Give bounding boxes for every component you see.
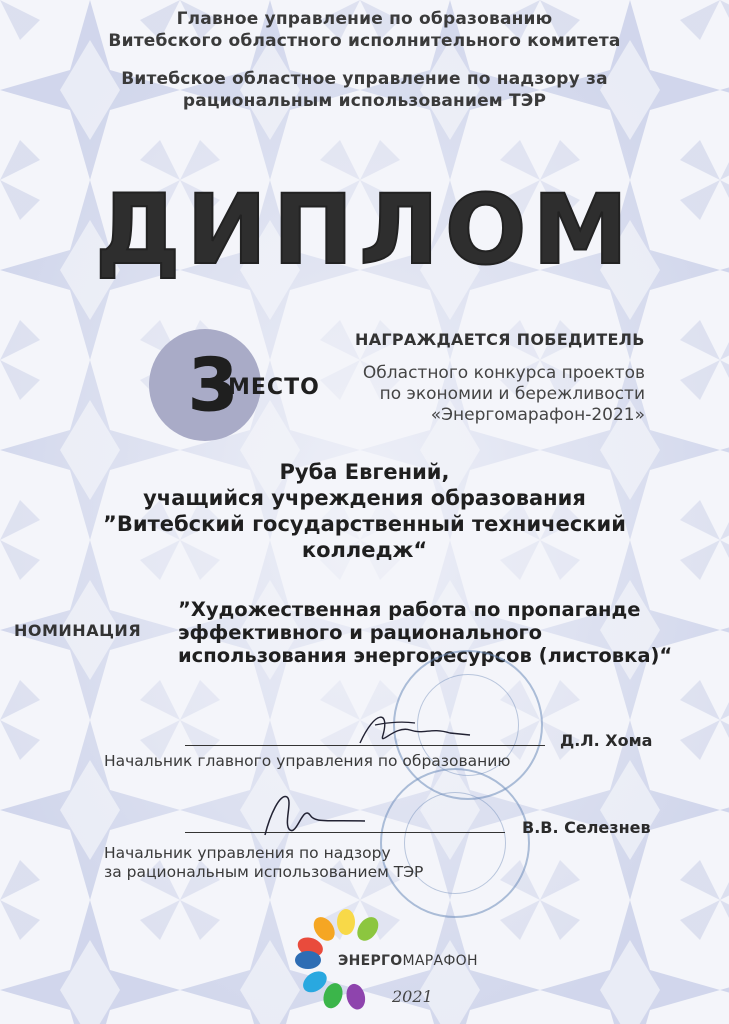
logo-petal: [295, 951, 321, 969]
contest-name: [363, 363, 645, 426]
winner-line-2: учащийся учреждения образования: [143, 486, 586, 510]
issuer-line-1: Главное управление по образованию: [176, 9, 553, 29]
nomination-line-3: использования энергоресурсов (листовка)“: [178, 644, 673, 667]
signatory-2-name: В.В. Селезнев: [522, 818, 651, 837]
issuer-line-2: Витебского областного исполнительного комитета: [108, 31, 621, 51]
nomination-text: [178, 598, 672, 667]
signatory-2-position: [104, 844, 423, 882]
issuer-line-3: Витебское областное управление по надзору за: [121, 69, 608, 89]
winner-name: Руба Евгений,: [279, 460, 450, 484]
nomination-label: НОМИНАЦИЯ: [14, 621, 142, 640]
issuer-line-4: рациональным использованием ТЭР: [182, 91, 547, 111]
logo-text-part-1: ЭНЕРГО: [338, 953, 403, 969]
winner-line-4: колледж“: [301, 538, 428, 562]
award-heading: НАГРАЖДАЕТСЯ ПОБЕДИТЕЛЬ: [355, 330, 645, 349]
official-stamp-2: [380, 768, 530, 918]
winner-block: [0, 459, 729, 563]
signatory-1-name: Д.Л. Хома: [560, 731, 653, 750]
contest-line-1: Областного конкурса проектов: [362, 363, 645, 383]
logo-text-part-2: МАРАФОН: [402, 953, 478, 969]
signature-2: [255, 785, 375, 845]
diploma-title: ДИПЛОМ: [94, 174, 635, 286]
place-number: 3: [188, 343, 239, 427]
contest-line-3: «Энергомарафон-2021»: [430, 405, 645, 425]
contest-line-2: по экономии и бережливости: [379, 384, 645, 404]
nomination-line-1: ”Художественная работа по пропаганде: [178, 598, 641, 621]
signatory-1-position: Начальник главного управления по образованию: [104, 752, 511, 770]
logo-petal: [353, 913, 383, 945]
logo-text: [338, 953, 478, 969]
place-label: МЕСТО: [228, 375, 320, 400]
signatory-2-position-line-2: за рациональным использованием ТЭР: [104, 863, 424, 881]
signature-1: [355, 705, 475, 755]
issuer-header: [0, 8, 729, 112]
logo-petal: [344, 982, 368, 1012]
winner-line-3: ”Витебский государственный технический: [103, 512, 626, 536]
signatory-2-position-line-1: Начальник управления по надзору: [104, 844, 391, 862]
nomination-line-2: эффективного и рационального: [178, 621, 543, 644]
logo-petal: [337, 909, 355, 935]
logo-year: 2021: [392, 987, 433, 1006]
